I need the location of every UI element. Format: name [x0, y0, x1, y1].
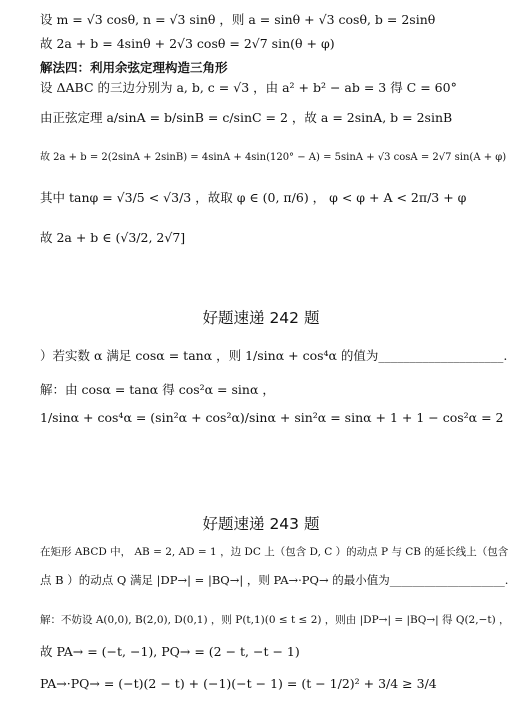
line-8: ）若实数 α 满足 cosα = tanα ，则 1/sinα + cos⁴α 的值为____________________.: [40, 348, 508, 363]
line-2: 故 2a + b = 4sinθ + 2√3 cosθ = 2√7 sin(θ + φ): [40, 36, 335, 51]
line-5: 故 2a + b = 2(2sinA + 2sinB) = 4sinA + 4sin(120° − A) = 5sinA + √3 cosA = 2√7 sin(A + φ): [40, 152, 507, 163]
line-9: 解：由 cosα = tanα 得 cos²α = sinα ，: [40, 382, 275, 397]
line-11: 在矩形 ABCD 中， AB = 2, AD = 1 ，边 DC 上（包含 D, C ）的动点 P 与 CB 的延长线上（包含: [40, 546, 509, 558]
problem-243-title: 好题速递 243 题: [202, 515, 320, 533]
line-10: 1/sinα + cos⁴α = (sin²α + cos²α)/sinα + sin²α = sinα + 1 + 1 − cos²α = 2: [40, 410, 504, 425]
line-4: 由正弦定理 a/sinA = b/sinB = c/sinC = 2 ，故 a = 2sinA, b = 2sinB: [40, 110, 453, 125]
line-14: 故 PA→ = (−t, −1), PQ→ = (2 − t, −t − 1): [40, 644, 300, 659]
line-15: PA→·PQ→ = (−t)(2 − t) + (−1)(−t − 1) = (t − 1/2)² + 3/4 ≥ 3/4: [40, 676, 437, 691]
line-6: 其中 tanφ = √3/5 < √3/3 ，故取 φ ∈ (0, π/6) ， φ < φ + A < 2π/3 + φ: [40, 190, 467, 205]
problem-242-title: 好题速递 242 题: [202, 309, 320, 327]
line-1: 设 m = √3 cosθ, n = √3 sinθ ，则 a = sinθ + √3 cosθ, b = 2sinθ: [40, 12, 436, 27]
line-3: 设 ΔABC 的三边分别为 a, b, c = √3 ，由 a² + b² − ab = 3 得 C = 60°: [40, 80, 457, 95]
method-four-heading: 解法四：利用余弦定理构造三角形: [40, 60, 228, 75]
line-12: 点 B ）的动点 Q 满足 |DP→| = |BQ→| ，则 PA→·PQ→ 的最小值为____________________.: [40, 573, 509, 587]
line-7: 故 2a + b ∈ (√3/2, 2√7]: [40, 230, 186, 245]
line-13: 解：不妨设 A(0,0), B(2,0), D(0,1) ，则 P(t,1)(0 ≤ t ≤ 2) ，则由 |DP→| = |BQ→| 得 Q(2,−t) ，: [40, 614, 510, 626]
